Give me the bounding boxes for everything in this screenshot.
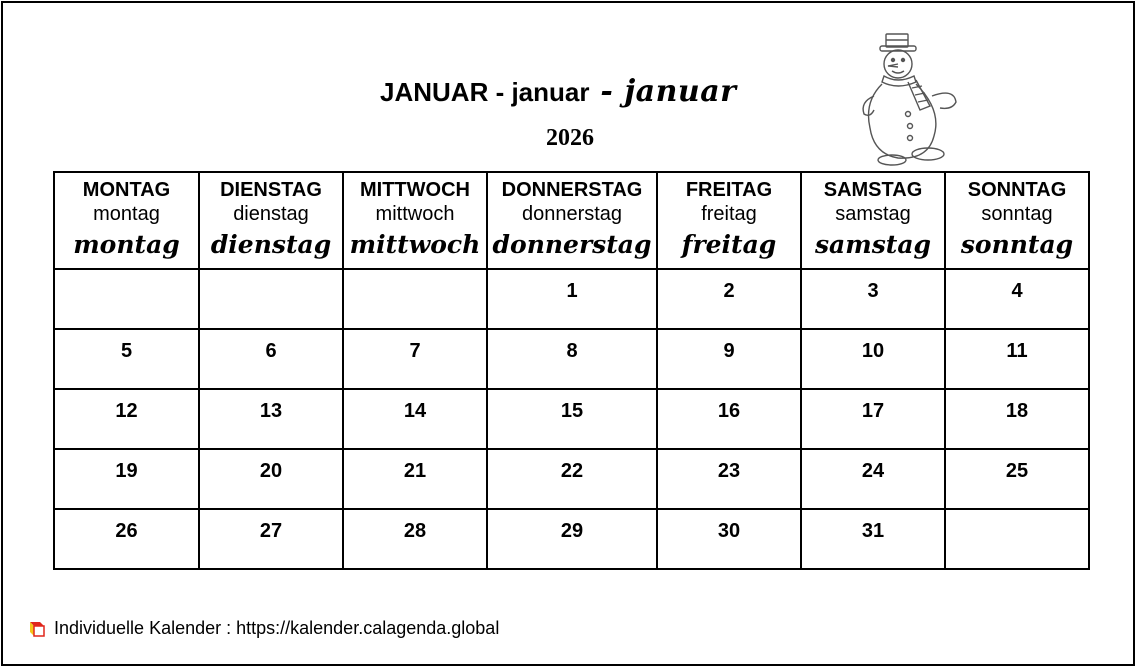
year-label: 2026 [546,125,594,151]
day-cell [801,329,945,389]
day-cell [657,269,801,329]
weekday-lower: mittwoch [375,203,455,225]
weekday-lower: dienstag [233,203,309,225]
weekday-header [801,172,945,269]
calendar-table [53,171,1090,570]
day-number: 28 [403,520,427,542]
day-number: 29 [560,520,584,542]
day-number: 4 [1011,280,1023,302]
day-cell [801,509,945,569]
weekday-header [657,172,801,269]
day-cell [343,389,487,449]
day-cell [801,269,945,329]
day-cell [343,329,487,389]
calendar-logo-icon[interactable] [28,620,46,638]
day-number: 2 [723,280,735,302]
day-cell [801,449,945,509]
footer [28,618,499,639]
day-cell [657,329,801,389]
day-cell [54,389,199,449]
weekday-lower: donnerstag [521,203,623,225]
day-cell [343,509,487,569]
weekday-cursive: mittwoch [349,230,481,259]
weekday-upper: MONTAG [82,179,171,201]
day-cell [199,269,343,329]
day-number: 3 [867,280,879,302]
day-cell [54,509,199,569]
day-number: 24 [861,460,885,482]
day-number: 8 [566,340,578,362]
week-row [54,269,1089,329]
day-cell [487,329,657,389]
week-row [54,449,1089,509]
day-number: 10 [861,340,885,362]
weekday-upper: DONNERSTAG [501,179,643,201]
day-number: 13 [259,400,283,422]
day-number: 22 [560,460,584,482]
day-number: 23 [717,460,741,482]
snowman-icon [858,32,966,168]
day-cell [343,269,487,329]
day-number: 27 [259,520,283,542]
weekday-lower: montag [93,203,160,225]
weekday-upper: SONNTAG [967,179,1067,201]
weekday-lower: freitag [701,203,757,225]
day-cell [487,269,657,329]
weekday-header [54,172,199,269]
day-cell [657,389,801,449]
day-number: 6 [265,340,277,362]
month-title-cursive: - januar [589,74,737,109]
day-cell [657,509,801,569]
day-cell [54,329,199,389]
day-cell [54,269,199,329]
day-number: 11 [1006,340,1028,362]
day-number: 9 [723,340,735,362]
weekday-header [343,172,487,269]
week-row [54,509,1089,569]
weekday-upper: SAMSTAG [823,179,923,201]
day-cell [487,389,657,449]
day-cell [343,449,487,509]
week-row [54,389,1089,449]
footer-link[interactable]: Individuelle Kalender : https://kalender.calagenda.global [54,618,500,638]
day-cell [801,389,945,449]
weekday-lower: samstag [835,203,911,225]
day-cell [945,269,1089,329]
day-number: 31 [861,520,885,542]
day-number: 12 [115,400,138,422]
weekday-upper: MITTWOCH [360,179,470,201]
weekday-header [199,172,343,269]
weekday-header [487,172,657,269]
day-number: 30 [717,520,741,542]
day-number: 19 [115,460,138,482]
day-cell [199,389,343,449]
day-number: 14 [403,400,427,422]
month-title [380,74,800,109]
day-cell [945,389,1089,449]
weekday-header [945,172,1089,269]
weekday-cursive: samstag [814,230,932,259]
week-row [54,329,1089,389]
weekday-lower: sonntag [981,203,1053,225]
day-cell [945,449,1089,509]
month-title-upper: JANUAR - januar [380,77,590,107]
weekday-upper: FREITAG [685,179,773,201]
day-cell [945,509,1089,569]
weekday-cursive: donnerstag [492,230,652,259]
day-number: 25 [1005,460,1029,482]
day-cell [199,509,343,569]
day-number: 18 [1005,400,1029,422]
day-number: 5 [120,340,133,362]
day-cell [487,449,657,509]
day-cell [657,449,801,509]
weekday-cursive: montag [73,230,180,259]
day-number: 21 [403,460,427,482]
day-number: 17 [861,400,885,422]
day-cell [945,329,1089,389]
day-cell [199,449,343,509]
day-cell [54,449,199,509]
day-number: 20 [259,460,283,482]
day-number: 15 [560,400,584,422]
weekday-cursive: sonntag [960,230,1074,259]
day-cell [199,329,343,389]
day-number: 1 [566,280,578,302]
day-number: 7 [409,340,421,362]
day-number: 16 [717,400,741,422]
weekday-cursive: freitag [681,230,777,259]
weekday-header-row [54,172,1089,269]
day-cell [487,509,657,569]
day-number: 26 [115,520,138,542]
weekday-upper: DIENSTAG [220,179,322,201]
weekday-cursive: dienstag [210,230,332,259]
